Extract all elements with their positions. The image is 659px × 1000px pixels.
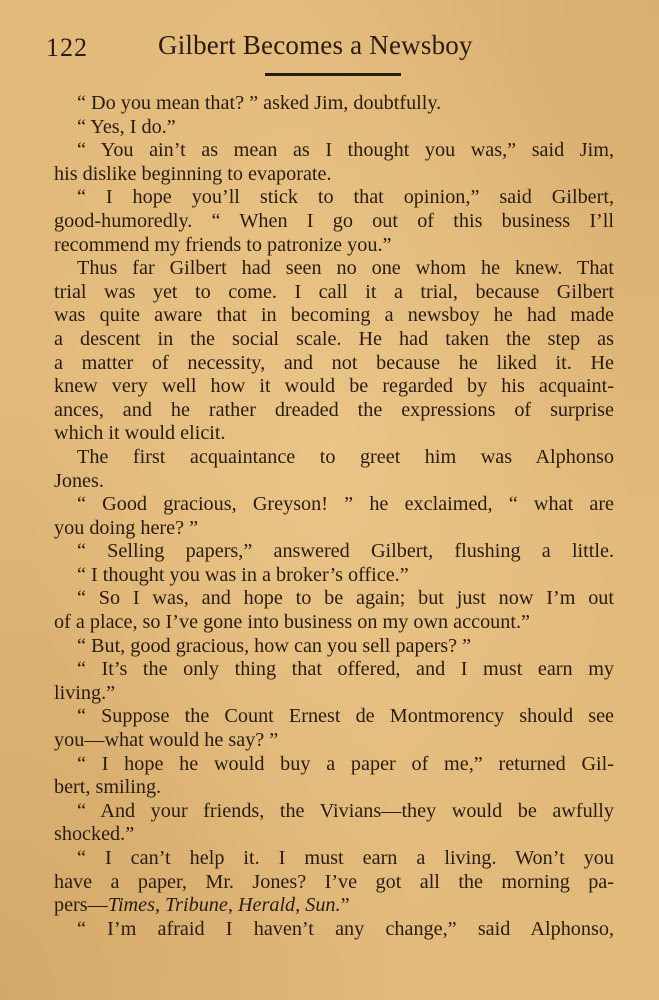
- text-line: The first acquaintance to greet him was Alphonso: [77, 445, 614, 468]
- text-line: “ You ain’t as mean as I thought you was,” said Jim,: [77, 139, 614, 162]
- text-line: his dislike beginning to evaporate.: [54, 162, 332, 185]
- text-line: [54, 894, 614, 918]
- text-line: was quite aware that in becoming a newsboy he had made: [54, 304, 614, 327]
- text-line: which it would elicit.: [54, 422, 226, 445]
- text-line: you—what would he say? ”: [54, 729, 279, 752]
- text-line: of a place, so I’ve gone into business on my own account.”: [54, 611, 530, 634]
- text-line: “ And your friends, the Vivians—they would be awfully: [77, 799, 614, 822]
- text-line: good-humoredly. “ When I go out of this business I’ll: [54, 209, 614, 232]
- text-line: “ Selling papers,” answered Gilbert, flushing a little.: [77, 540, 614, 563]
- page-number: 122: [46, 33, 88, 62]
- running-head: Gilbert Becomes a Newsboy: [158, 30, 473, 60]
- text-line: “ Good gracious, Greyson! ” he exclaimed, “ what are: [77, 493, 614, 516]
- text-line: “ Yes, I do.”: [77, 115, 176, 138]
- text-segment: pers—: [54, 894, 108, 917]
- text-line: shocked.”: [54, 823, 135, 846]
- text-line: have a paper, Mr. Jones? I’ve got all the morning pa-: [54, 870, 614, 893]
- text-line: a matter of necessity, and not because he liked it. He: [54, 351, 614, 374]
- text-line: trial was yet to come. I call it a trial, because Gilbert: [54, 280, 614, 303]
- text-line: “ Do you mean that? ” asked Jim, doubtfully.: [77, 92, 442, 114]
- text-segment: ”: [340, 894, 350, 917]
- header-rule: [265, 73, 401, 76]
- text-line: recommend my friends to patronize you.”: [54, 233, 392, 256]
- text-line: living.”: [54, 681, 116, 704]
- text-line: “ I hope you’ll stick to that opinion,” said Gilbert,: [77, 186, 614, 209]
- text-line: “ But, good gracious, how can you sell papers? ”: [77, 634, 472, 657]
- text-line: you doing here? ”: [54, 516, 199, 539]
- page-header: [46, 30, 614, 70]
- text-line: a descent in the social scale. He had taken the step as: [54, 327, 614, 350]
- text-line: “ I’m afraid I haven’t any change,” said Alphonso,: [77, 917, 614, 940]
- text-line: ances, and he rather dreaded the expressions of surprise: [54, 398, 614, 421]
- text-line: Thus far Gilbert had seen no one whom he knew. That: [77, 257, 614, 280]
- text-line: “ So I was, and hope to be again; but just now I’m out: [77, 587, 614, 610]
- text-line: “ Suppose the Count Ernest de Montmorency should see: [77, 705, 614, 728]
- text-line: “ It’s the only thing that offered, and I must earn my: [77, 658, 614, 681]
- text-line: “ I can’t help it. I must earn a living. Won’t you: [77, 847, 614, 869]
- text-line: “ I thought you was in a broker’s office.”: [77, 563, 409, 586]
- text-line: knew very well how it would be regarded by his acquaint-: [54, 375, 614, 398]
- text-line: Jones.: [54, 469, 104, 492]
- body-text: [54, 92, 614, 941]
- text-line: bert, smiling.: [54, 776, 162, 799]
- text-line: “ I hope he would buy a paper of me,” returned Gil-: [77, 752, 614, 775]
- italic-text: Times, Tribune, Herald, Sun.: [107, 894, 341, 917]
